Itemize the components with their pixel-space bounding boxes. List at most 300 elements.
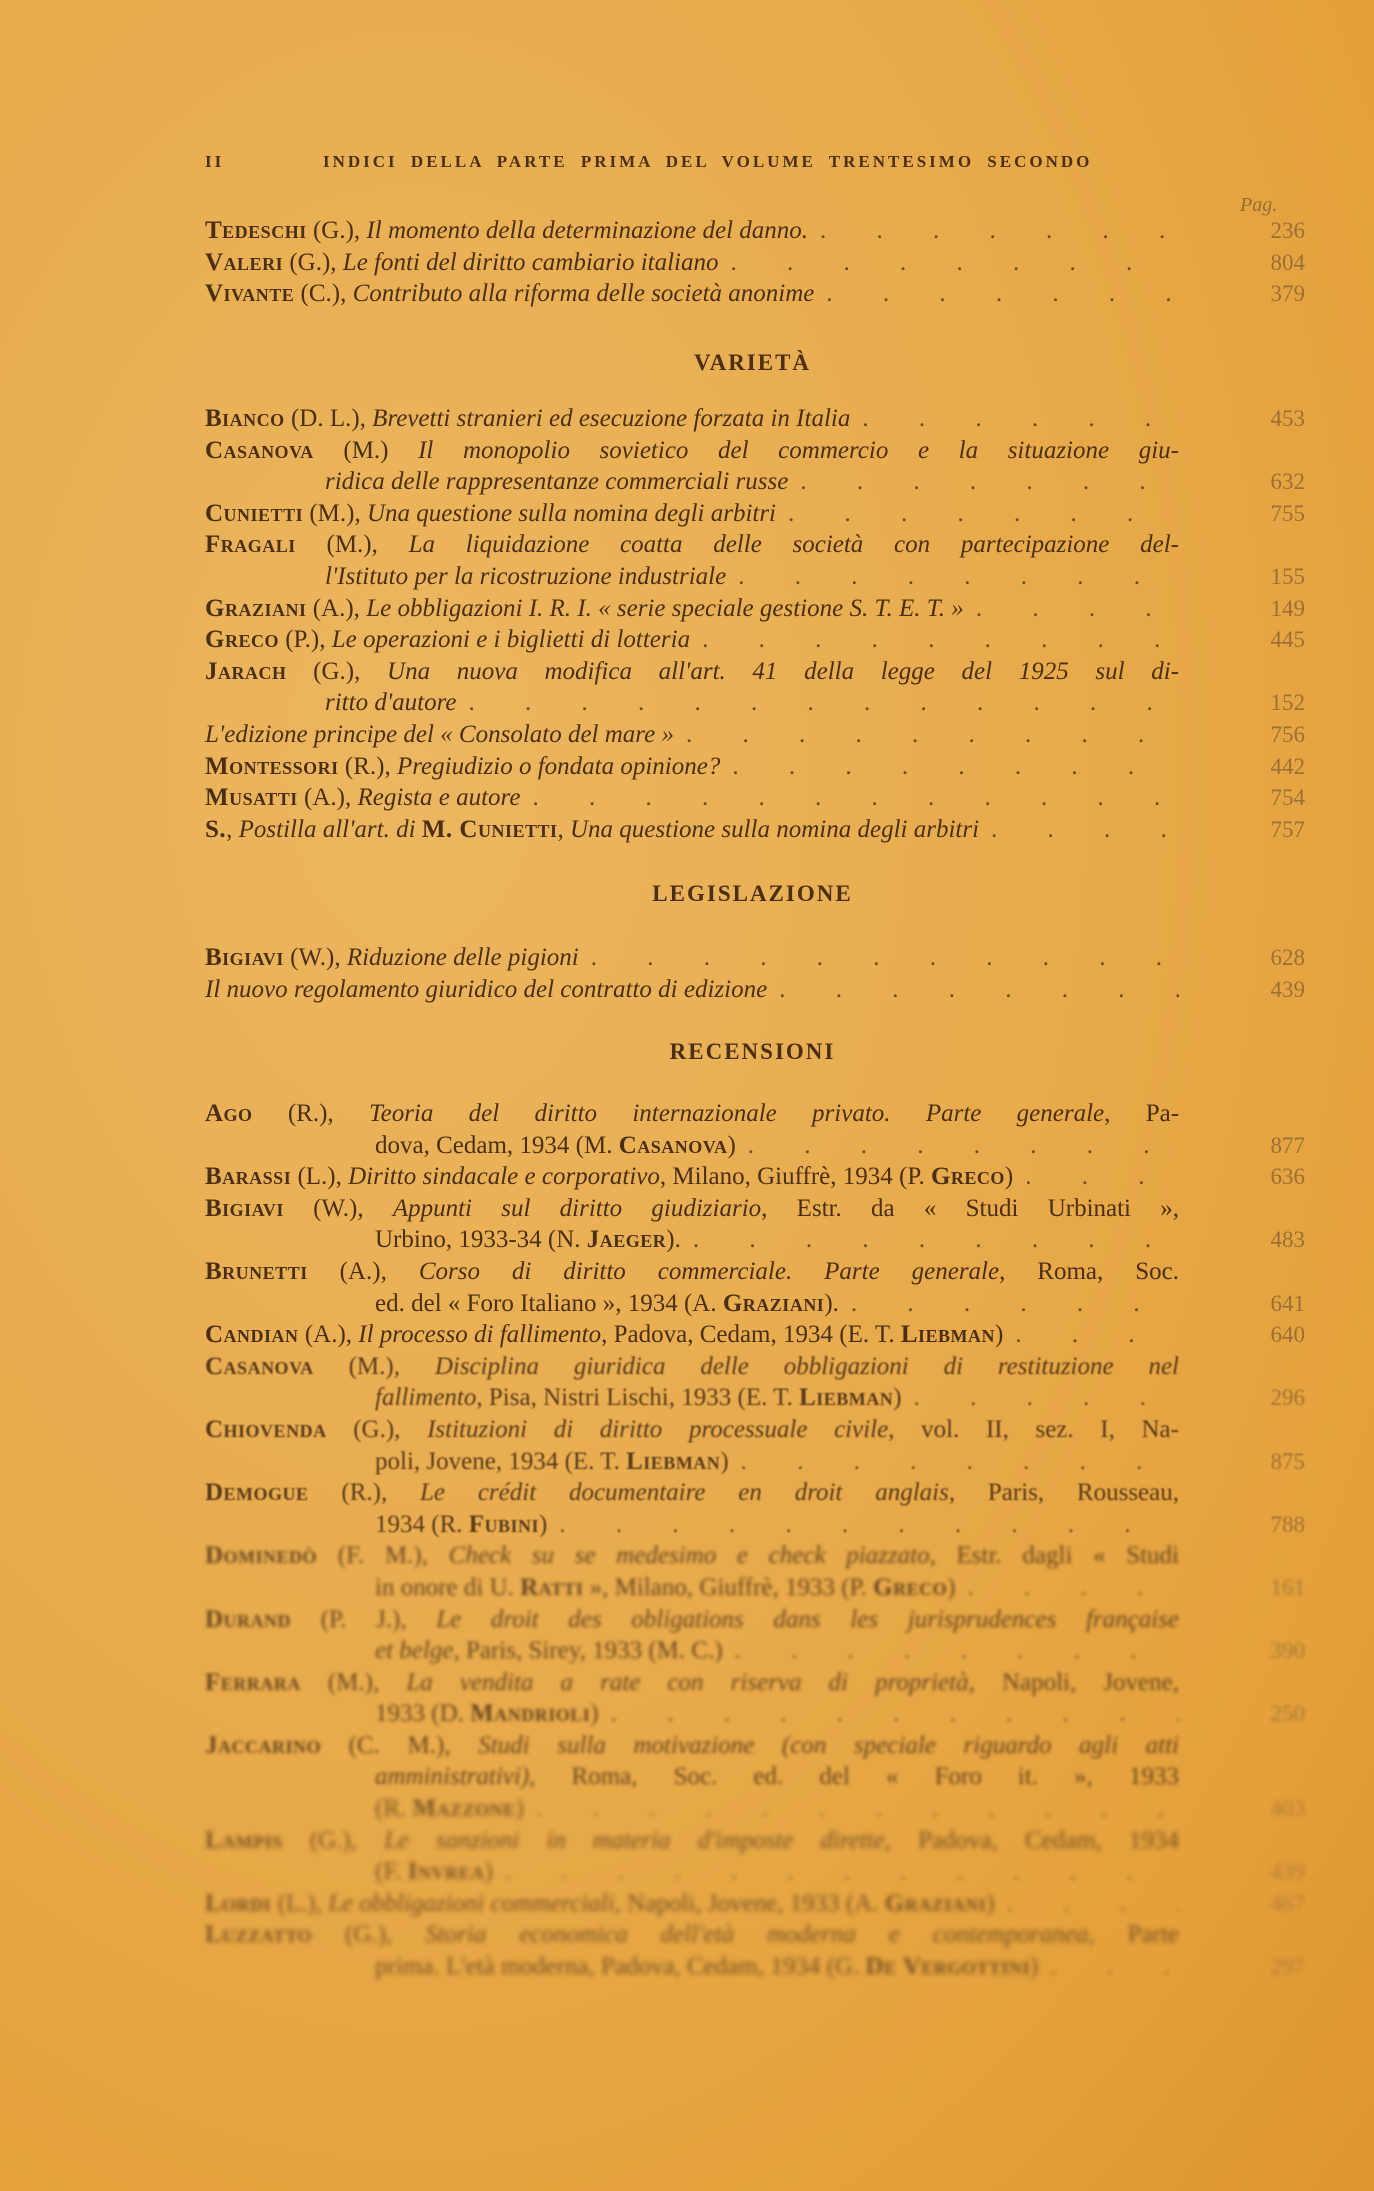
author-name: Mazzone	[412, 1795, 516, 1823]
citation-text: , Estr. da « Studi Urbinati »,	[761, 1194, 1180, 1222]
dot-leader	[964, 593, 1179, 625]
entry-text	[205, 215, 808, 247]
dot-leader	[720, 751, 1179, 783]
entry-line	[205, 498, 1305, 530]
entry-text	[375, 1856, 493, 1888]
index-entry	[205, 1604, 1305, 1667]
author-name: Liebman	[799, 1384, 894, 1412]
section-articles	[205, 215, 1305, 310]
citation-text: )	[1029, 1953, 1039, 1981]
entry-line	[205, 687, 1305, 719]
citation-text: )	[986, 1889, 995, 1917]
author-name: Liebman	[900, 1321, 996, 1349]
entry-text	[205, 656, 1179, 688]
work-title: Corso di diritto commerciale. Parte generale	[418, 1257, 1000, 1285]
entry-line	[205, 1288, 1305, 1320]
entry-line	[205, 1698, 1305, 1730]
work-title: Regista e autore	[357, 784, 521, 812]
work-title: fallimento	[375, 1384, 477, 1412]
index-entry	[205, 1256, 1305, 1319]
entry-line	[205, 782, 1305, 814]
entry-text	[205, 1351, 1179, 1383]
page-number: 756	[1270, 721, 1305, 747]
entry-text	[375, 1951, 1038, 1983]
author-name: Durand	[205, 1605, 292, 1633]
entry-line	[205, 1193, 1179, 1225]
entry-line	[205, 1761, 1179, 1793]
citation-text: , Estr. dagli « Studi	[929, 1542, 1180, 1570]
entry-text	[325, 561, 726, 593]
dot-leader	[1038, 1951, 1179, 1983]
work-title: Le fonti del diritto cambiario italiano	[342, 248, 719, 276]
entry-text	[205, 593, 964, 625]
author-name: Vivante	[205, 280, 295, 308]
entry-text	[205, 435, 1179, 467]
author-name: Bigiavi	[205, 1194, 284, 1222]
work-title: Le operazioni e i biglietti di lotteria	[331, 626, 691, 654]
running-header	[205, 152, 1300, 180]
dot-leader	[729, 1446, 1179, 1478]
author-name: M. Cunietti	[421, 815, 558, 843]
dot-leader	[524, 1793, 1179, 1825]
dot-leader	[979, 814, 1179, 846]
dot-leader	[1003, 1319, 1179, 1351]
entry-line	[205, 1919, 1179, 1951]
page-number: 155	[1270, 563, 1305, 589]
dot-leader	[808, 215, 1179, 247]
dot-leader	[547, 1509, 1179, 1541]
citation-text: )	[720, 1447, 729, 1475]
citation-text: (F. M.),	[317, 1542, 449, 1570]
work-title: Una questione sulla nomina degli arbitri	[366, 499, 777, 527]
entry-text	[325, 687, 457, 719]
citation-text: ,	[557, 815, 570, 843]
entry-text	[205, 278, 814, 310]
entry-text	[375, 1130, 736, 1162]
section-recensioni	[205, 1098, 1305, 1983]
page-number: 641	[1270, 1290, 1305, 1316]
work-title: Contributo alla riforma delle società anonime	[352, 280, 815, 308]
work-title: Diritto sindacale e corporativo	[348, 1163, 660, 1191]
section-heading-legislazione: LEGISLAZIONE	[652, 881, 853, 906]
author-name: Ferrara	[205, 1668, 301, 1696]
entry-line	[205, 1477, 1179, 1509]
author-name: Candian	[205, 1321, 299, 1349]
entry-text	[375, 1382, 902, 1414]
entry-line	[205, 1446, 1305, 1478]
entry-text	[205, 529, 1179, 561]
page-number: 442	[1270, 753, 1305, 779]
citation-text: , Roma, Soc.	[999, 1257, 1179, 1285]
citation-text: (R.),	[252, 1100, 369, 1127]
page-number: 877	[1270, 1132, 1305, 1158]
citation-text: », Milano, Giuffrè, 1933 (P.	[583, 1573, 874, 1601]
entry-text	[205, 1604, 1179, 1636]
page-number-roman: II	[205, 152, 225, 171]
work-title: Le obbligazioni I. R. I. « serie speciale gestione S. T. E. T. »	[366, 594, 964, 622]
index-entry	[205, 278, 1305, 310]
author-name: Casanova	[205, 436, 314, 464]
dot-leader	[681, 1224, 1179, 1256]
page-number: 403	[1270, 1796, 1305, 1822]
citation-text: (M.),	[300, 1668, 407, 1696]
work-title: Le droit des obligations dans les jurisprudences française	[436, 1605, 1179, 1633]
dot-leader	[579, 942, 1179, 974]
entry-text	[205, 1193, 1179, 1225]
citation-text: (G.),	[326, 1415, 428, 1443]
citation-text: (P.),	[278, 626, 332, 654]
page-number: 439	[1270, 976, 1305, 1002]
dot-leader	[736, 1130, 1179, 1162]
dot-leader	[788, 466, 1179, 498]
author-name: Brunetti	[205, 1257, 308, 1285]
citation-text: 1934 (R.	[375, 1510, 469, 1538]
work-title: et belge	[375, 1637, 454, 1665]
work-title: Brevetti stranieri ed esecuzione forzata in Italia	[372, 405, 851, 432]
index-entry	[205, 1319, 1305, 1351]
entry-text	[375, 1761, 1179, 1793]
entry-text	[375, 1698, 599, 1730]
work-title: Il momento della determinazione del danno.	[366, 217, 809, 244]
index-entry	[205, 1477, 1305, 1540]
page-number: 640	[1270, 1322, 1305, 1348]
page-number: 628	[1270, 945, 1305, 970]
citation-text: , Napoli, Jovene, 1933 (A.	[614, 1889, 885, 1917]
citation-text: )	[947, 1573, 956, 1601]
citation-text: ).	[824, 1289, 839, 1317]
author-name: De Vergottini	[865, 1953, 1030, 1981]
page-number: 875	[1270, 1448, 1305, 1474]
entry-text	[205, 719, 674, 751]
author-name: Tedeschi	[205, 217, 307, 244]
dot-leader	[599, 1698, 1179, 1730]
citation-text: )	[484, 1858, 493, 1886]
section-legislazione	[205, 942, 1305, 1005]
citation-text: (G.),	[312, 1921, 426, 1949]
entry-line	[205, 1130, 1305, 1162]
work-title: Appunti sul diritto giudiziario	[392, 1194, 762, 1222]
page-number: 149	[1270, 595, 1305, 621]
dot-leader	[850, 403, 1179, 435]
author-name: Demogue	[205, 1479, 309, 1507]
author-name: Valeri	[205, 248, 284, 276]
work-title: Il nuovo regolamento giuridico del contratto di edizione	[205, 975, 768, 1003]
page-number: 152	[1270, 690, 1305, 716]
work-title: Teoria del diritto internazionale privato. Parte generale	[369, 1100, 1105, 1127]
entry-text	[205, 1256, 1179, 1288]
author-name: Jarach	[205, 657, 287, 685]
section-varieta	[205, 403, 1305, 845]
citation-text: Urbino, 1933-34 (N.	[375, 1226, 587, 1254]
index-entry	[205, 1414, 1305, 1477]
citation-text: )	[727, 1131, 736, 1159]
entry-line	[205, 1351, 1179, 1383]
citation-text: ,	[226, 815, 239, 843]
citation-text: , Paris, Sirey, 1933 (M. C.)	[453, 1637, 723, 1665]
work-title: L'edizione principe del « Consolato del mare »	[205, 720, 674, 748]
author-name: Ratti	[520, 1573, 584, 1601]
entry-text	[205, 1319, 1003, 1351]
author-name: Musatti	[205, 784, 298, 812]
dot-leader	[457, 687, 1179, 719]
author-name: Mandrioli	[470, 1700, 591, 1728]
author-name: Jaeger	[586, 1226, 667, 1254]
author-name: Bigiavi	[205, 944, 284, 971]
entry-text	[205, 1888, 995, 1920]
entry-line	[205, 561, 1305, 593]
entry-text	[205, 1540, 1179, 1572]
entry-text	[325, 466, 788, 498]
citation-text: )	[590, 1700, 599, 1728]
entry-line	[205, 719, 1305, 751]
page-column-label: Pag.	[1240, 194, 1278, 216]
work-title: Le crédit documentaire en droit anglais	[420, 1479, 949, 1507]
dot-leader	[767, 974, 1179, 1006]
author-name: Greco	[930, 1163, 1005, 1191]
entry-text	[205, 624, 690, 656]
citation-text: (C.),	[294, 280, 353, 308]
entry-line	[205, 751, 1305, 783]
citation-text: (M.),	[295, 531, 409, 559]
author-name: Greco	[205, 626, 279, 654]
index-entry	[205, 624, 1305, 656]
dot-leader	[776, 498, 1179, 530]
section-heading-varieta: VARIETÀ	[693, 350, 812, 375]
work-title: Pregiudizio o fondata opinione?	[396, 752, 721, 780]
author-name: Graziani	[722, 1289, 825, 1317]
index-entry	[205, 1540, 1305, 1603]
citation-text: (G.),	[282, 1826, 384, 1854]
work-title: Il monopolio sovietico del commercio e la situazione giu-	[418, 436, 1179, 464]
entry-line	[205, 1604, 1179, 1636]
citation-text: (A.),	[306, 594, 367, 622]
citation-text: (L.),	[271, 1889, 329, 1917]
entry-text	[375, 1572, 955, 1604]
entry-text	[375, 1509, 547, 1541]
entry-text	[205, 782, 520, 814]
author-name: Barassi	[205, 1163, 292, 1191]
author-name: Lordi	[205, 1889, 272, 1917]
index-entry	[205, 656, 1305, 719]
citation-text: )	[539, 1510, 548, 1538]
dot-leader	[493, 1856, 1179, 1888]
citation-text: (M.)	[313, 436, 419, 464]
entry-text	[205, 1477, 1179, 1509]
citation-text: , Pisa, Nistri Lischi, 1933 (E. T.	[476, 1384, 800, 1412]
page-number: 250	[1270, 1701, 1305, 1727]
entry-text	[375, 1288, 839, 1320]
entry-line	[205, 1667, 1179, 1699]
citation-text: )	[893, 1384, 902, 1412]
citation-text: (L.),	[291, 1163, 349, 1191]
dot-leader	[719, 247, 1180, 279]
author-name: Dominedò	[205, 1542, 318, 1570]
work-title: Check su se medesimo e check piazzato	[448, 1542, 930, 1570]
citation-text: ).	[666, 1226, 681, 1254]
work-title: l'Istituto per la ricostruzione industriale	[325, 562, 727, 590]
citation-text: (F.	[375, 1858, 408, 1886]
entry-line	[205, 1319, 1305, 1351]
dot-leader	[995, 1888, 1179, 1920]
page-number: 453	[1270, 406, 1305, 431]
entry-text	[205, 1414, 1179, 1446]
page-number: 754	[1270, 785, 1305, 811]
citation-text: (A.),	[307, 1257, 419, 1285]
dot-leader	[723, 1635, 1179, 1667]
citation-text: (W.),	[283, 944, 347, 971]
entry-line	[205, 435, 1179, 467]
page-number: 297	[1270, 1954, 1305, 1980]
citation-text: )	[995, 1321, 1004, 1349]
citation-text: , Paris, Rousseau,	[948, 1479, 1180, 1507]
index-entry	[205, 1919, 1305, 1982]
page-number: 632	[1270, 469, 1305, 495]
citation-text: (G.),	[286, 657, 388, 685]
citation-text: (A.),	[298, 1321, 359, 1349]
author-name: Luzzatto	[205, 1921, 313, 1949]
author-name: Montessori	[205, 752, 339, 780]
index-entry	[205, 529, 1305, 592]
author-name: Cunietti	[205, 499, 304, 527]
entry-text	[375, 1635, 723, 1667]
entry-line	[205, 1414, 1179, 1446]
entry-line	[205, 247, 1305, 279]
section-heading-recensioni: RECENSIONI	[669, 1039, 836, 1064]
entry-line	[205, 1825, 1179, 1857]
citation-text: , Padova, Cedam, 1934	[884, 1826, 1179, 1854]
work-title: ridica delle rappresentanze commerciali russe	[325, 468, 789, 496]
index-entry	[205, 1098, 1305, 1161]
entry-text	[205, 1825, 1179, 1857]
page-number: 379	[1270, 281, 1305, 307]
citation-text: dova, Cedam, 1934 (M.	[375, 1131, 619, 1159]
dot-leader	[839, 1288, 1179, 1320]
citation-text: , Napoli, Jovene,	[968, 1668, 1179, 1696]
entry-line	[205, 656, 1179, 688]
work-title: La liquidazione coatta delle società con partecipazione del-	[408, 531, 1179, 559]
author-name: Chiovenda	[205, 1415, 327, 1443]
entry-line	[205, 466, 1305, 498]
entry-line	[205, 215, 1305, 247]
citation-text: poli, Jovene, 1934 (E. T.	[375, 1447, 627, 1475]
entry-text	[205, 1730, 1179, 1762]
work-title: Una nuova modifica all'art. 41 della legge del 1925 sul di-	[387, 657, 1179, 685]
work-title: Una questione sulla nomina degli arbitri	[570, 815, 980, 843]
entry-text	[205, 974, 767, 1006]
entry-line	[205, 1098, 1179, 1130]
entry-line	[205, 1509, 1305, 1541]
work-title: Studi sulla motivazione (con speciale riguardo agli atti	[478, 1731, 1179, 1759]
page-number: 445	[1270, 627, 1305, 653]
entry-text	[375, 1793, 524, 1825]
page-number: 390	[1270, 1638, 1305, 1664]
author-name: Ago	[205, 1100, 253, 1127]
index-entry	[205, 974, 1305, 1006]
entry-text	[205, 403, 850, 435]
entry-line	[205, 1730, 1179, 1762]
entry-line	[205, 1382, 1305, 1414]
entry-line	[205, 974, 1305, 1006]
entry-text	[205, 1161, 1013, 1193]
page-number: 296	[1270, 1385, 1305, 1411]
index-entry	[205, 942, 1305, 974]
page-number: 161	[1270, 1574, 1305, 1600]
citation-text: (D. L.),	[284, 405, 373, 432]
page-number: 439	[1270, 1859, 1305, 1885]
citation-text: (M.),	[313, 1352, 435, 1380]
citation-text: ed. del « Foro Italiano », 1934 (A.	[375, 1289, 723, 1317]
running-title: INDICI DELLA PARTE PRIMA DEL VOLUME TRENTESIMO SECONDO	[323, 152, 1093, 171]
index-entry	[205, 593, 1305, 625]
citation-text: (G.),	[306, 217, 367, 244]
entry-text	[205, 942, 579, 974]
citation-text: (G.),	[283, 248, 343, 276]
work-title: Postilla all'art. di	[238, 815, 422, 843]
page-number: 804	[1270, 249, 1305, 275]
work-title: amministrativi)	[375, 1763, 530, 1791]
work-title: Istituzioni di diritto processuale civile	[427, 1415, 889, 1443]
citation-text: , Padova, Cedam, 1934 (E. T.	[601, 1321, 901, 1349]
page-number: 467	[1270, 1890, 1305, 1916]
page-number: 755	[1270, 500, 1305, 526]
dot-leader	[1013, 1161, 1179, 1193]
entry-text	[205, 751, 720, 783]
author-name: Casanova	[205, 1352, 314, 1380]
author-name: Invrea	[407, 1858, 485, 1886]
index-entry	[205, 247, 1305, 279]
page-number: 757	[1270, 816, 1305, 842]
author-name: Graziani	[205, 594, 307, 622]
work-title: Riduzione delle pigioni	[346, 944, 579, 971]
entry-text	[375, 1446, 729, 1478]
dot-leader	[955, 1572, 1179, 1604]
author-name: Bianco	[205, 405, 285, 432]
dot-leader	[902, 1382, 1179, 1414]
dot-leader	[520, 782, 1179, 814]
entry-line	[205, 1888, 1305, 1920]
author-name: Greco	[873, 1573, 948, 1601]
index-entry	[205, 814, 1305, 846]
entry-line	[205, 1540, 1179, 1572]
index-entry	[205, 403, 1305, 435]
author-name: Casanova	[618, 1131, 728, 1159]
entry-line	[205, 529, 1179, 561]
index-entry	[205, 1161, 1305, 1193]
dot-leader	[814, 278, 1179, 310]
entry-line	[205, 814, 1305, 846]
citation-text: )	[1004, 1163, 1014, 1191]
citation-text: , Milano, Giuffrè, 1934 (P.	[659, 1163, 931, 1191]
index-entry	[205, 498, 1305, 530]
entry-line	[205, 403, 1305, 435]
citation-text: (W.),	[283, 1194, 393, 1222]
citation-text: (M.),	[303, 499, 367, 527]
work-title: Disciplina giuridica delle obbligazioni di restituzione nel	[434, 1352, 1179, 1380]
work-title: Il processo di fallimento	[358, 1321, 602, 1349]
entry-line	[205, 593, 1305, 625]
page-number: 788	[1270, 1511, 1305, 1537]
work-title: Le sanzioni in materia d'imposte dirette	[383, 1826, 885, 1854]
entry-text	[205, 814, 979, 846]
citation-text: (R.),	[338, 752, 397, 780]
citation-text: in onore di U.	[375, 1573, 521, 1601]
dot-leader	[726, 561, 1179, 593]
entry-line	[205, 1635, 1305, 1667]
entry-line	[205, 1793, 1305, 1825]
index-entry	[205, 751, 1305, 783]
entry-line	[205, 1161, 1305, 1193]
page-number: 236	[1270, 218, 1305, 243]
